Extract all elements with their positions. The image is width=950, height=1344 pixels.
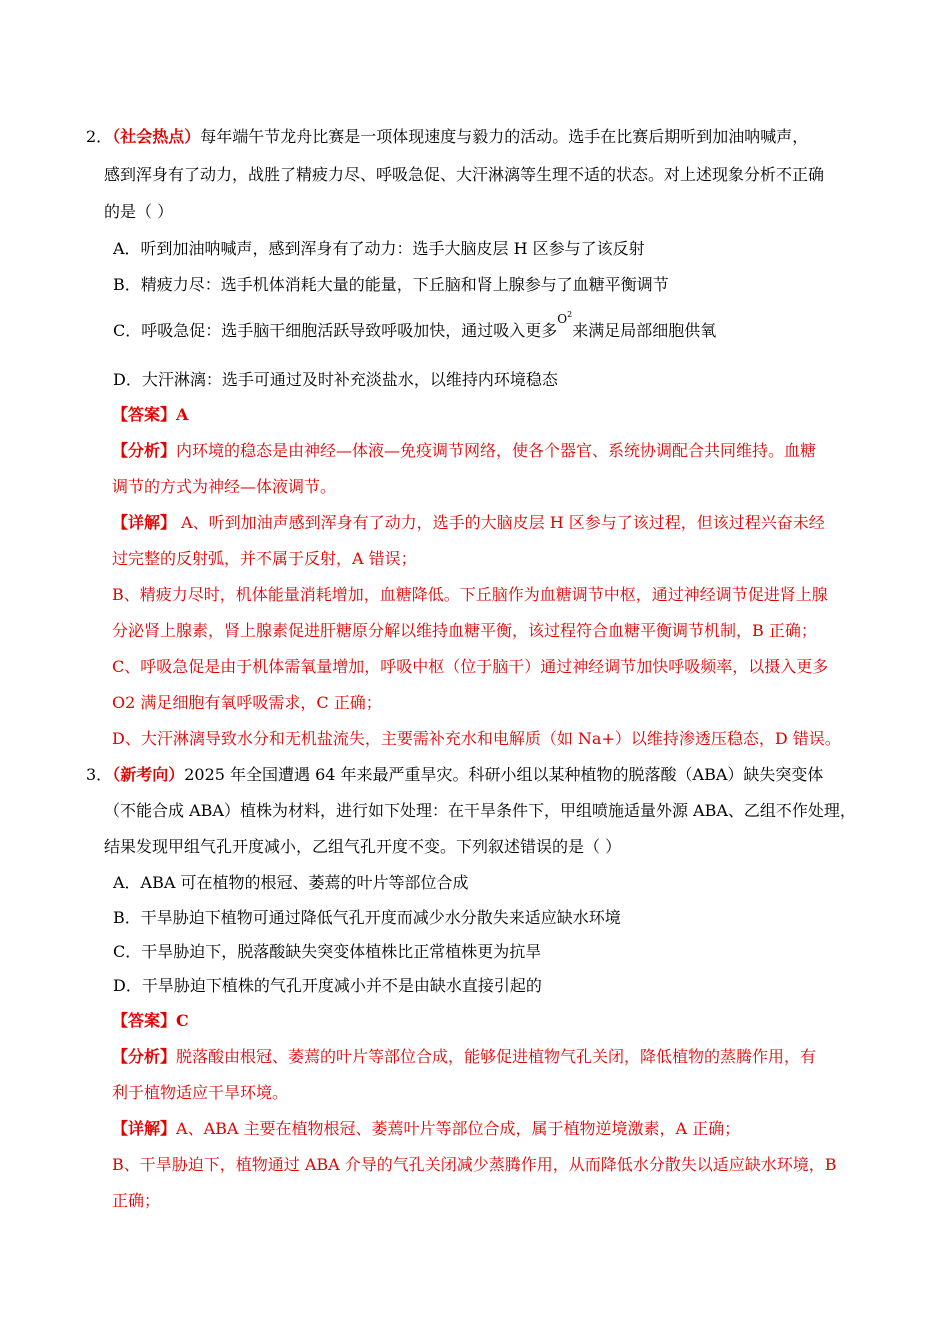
q2-option-c-post: 来满足局部细胞供氧	[572, 321, 717, 340]
q3-option-b: B．干旱胁迫下植物可通过降低气孔开度而减少水分散失来适应缺水环境	[113, 908, 621, 927]
q2-detail-line-1	[112, 512, 825, 534]
q2-analysis-line-1	[112, 440, 816, 462]
q3-detail-1: A、ABA 主要在植物根冠、萎蔫叶片等部位合成，属于植物逆境激素，A 正确；	[176, 1119, 741, 1138]
q2-detail-line-7: D、大汗淋漓导致水分和无机盐流失，主要需补充水和电解质（如 Na+）以维持渗透压稳态，D 错误。	[112, 729, 841, 748]
q2-analysis-1: 内环境的稳态是由神经—体液—免疫调节网络，使各个器官、系统协调配合共同维持。血糖	[176, 441, 817, 460]
q3-analysis-line-1	[112, 1046, 816, 1068]
q2-stem-line-1	[86, 126, 808, 148]
q3-detail-line-3: 正确；	[112, 1191, 161, 1210]
q3-detail-line-1	[112, 1118, 740, 1140]
q2-detail-line-5: C、呼吸急促是由于机体需氧量增加，呼吸中枢（位于脑干）通过神经调节加快呼吸频率，以摄入更多	[112, 657, 829, 676]
q2-tag: （社会热点）	[112, 127, 201, 146]
q3-detail-label: 【详解】	[112, 1119, 177, 1138]
q3-option-c: C．干旱胁迫下，脱落酸缺失突变体植株比正常植株更为抗旱	[113, 942, 542, 961]
q3-stem-line-3: 结果发现甲组气孔开度减小，乙组气孔开度不变。下列叙述错误的是（ ）	[104, 837, 622, 856]
q2-stem-1: 每年端午节龙舟比赛是一项体现速度与毅力的活动。选手在比赛后期听到加油呐喊声，	[200, 127, 809, 146]
q2-detail-1: A、听到加油声感到浑身有了动力，选手的大脑皮层 H 区参与了该过程，但该过程兴奋未经	[176, 513, 825, 532]
q2-option-c	[113, 310, 717, 345]
q2-option-b: B．精疲力尽：选手机体消耗大量的能量，下丘脑和肾上腺参与了血糖平衡调节	[113, 275, 669, 294]
q2-option-d: D．大汗淋漓：选手可通过及时补充淡盐水，以维持内环境稳态	[113, 370, 558, 389]
q3-option-d: D．干旱胁迫下植株的气孔开度减小并不是由缺水直接引起的	[113, 976, 542, 995]
q3-analysis-label: 【分析】	[112, 1047, 177, 1066]
q3-tag: （新考向）	[112, 765, 185, 784]
q3-analysis-1: 脱落酸由根冠、萎蔫的叶片等部位合成，能够促进植物气孔关闭，降低植物的蒸腾作用，有	[176, 1047, 817, 1066]
q2-option-c-sub: 2	[567, 310, 573, 319]
q2-option-c-o2	[557, 308, 572, 332]
q2-stem-line-2: 感到浑身有了动力，战胜了精疲力尽、呼吸急促、大汗淋漓等生理不适的状态。对上述现象分析不正确	[104, 165, 825, 184]
q2-detail-line-4: 分泌肾上腺素，肾上腺素促进肝糖原分解以维持血糖平衡，该过程符合血糖平衡调节机制，B 正确；	[112, 621, 817, 640]
q2-detail-label: 【详解】	[112, 513, 177, 532]
q2-number: 2．	[86, 127, 113, 146]
q3-answer: 【答案】C	[112, 1011, 189, 1030]
q2-option-c-pre: C．呼吸急促：选手脑干细胞活跃导致呼吸加快，通过吸入更多	[113, 321, 558, 340]
q2-detail-line-2: 过完整的反射弧，并不属于反射，A 错误；	[112, 549, 417, 568]
q3-analysis-line-2: 利于植物适应干旱环境。	[112, 1083, 289, 1102]
q3-option-a: A．ABA 可在植物的根冠、萎蔫的叶片等部位合成	[113, 873, 469, 892]
q2-answer: 【答案】A	[112, 405, 189, 424]
q2-detail-line-3: B、精疲力尽时，机体能量消耗增加，血糖降低。下丘脑作为血糖调节中枢，通过神经调节促进肾上腺	[112, 585, 828, 604]
q2-option-a: A．听到加油呐喊声，感到浑身有了动力：选手大脑皮层 H 区参与了该反射	[113, 239, 645, 258]
q3-detail-line-2: B、干旱胁迫下，植物通过 ABA 介导的气孔关闭减少蒸腾作用，从而降低水分散失以适应缺水环境，B	[112, 1155, 837, 1174]
q3-stem-line-1	[86, 764, 823, 786]
q2-option-c-o: O	[557, 312, 568, 326]
q2-analysis-label: 【分析】	[112, 441, 177, 460]
q2-detail-line-6: O2 满足细胞有氧呼吸需求，C 正确；	[112, 693, 382, 712]
q2-analysis-line-2: 调节的方式为神经—体液调节。	[112, 477, 337, 496]
q3-stem-line-2: （不能合成 ABA）植株为材料，进行如下处理：在干旱条件下，甲组喷施适量外源 ABA、乙组不作处理，	[104, 801, 856, 820]
q3-number: 3．	[86, 765, 113, 784]
q3-stem-1: 2025 年全国遭遇 64 年来最严重旱灾。科研小组以某种植物的脱落酸（ABA）缺失突变体	[184, 765, 824, 784]
q2-stem-line-3: 的是（ ）	[104, 202, 174, 221]
